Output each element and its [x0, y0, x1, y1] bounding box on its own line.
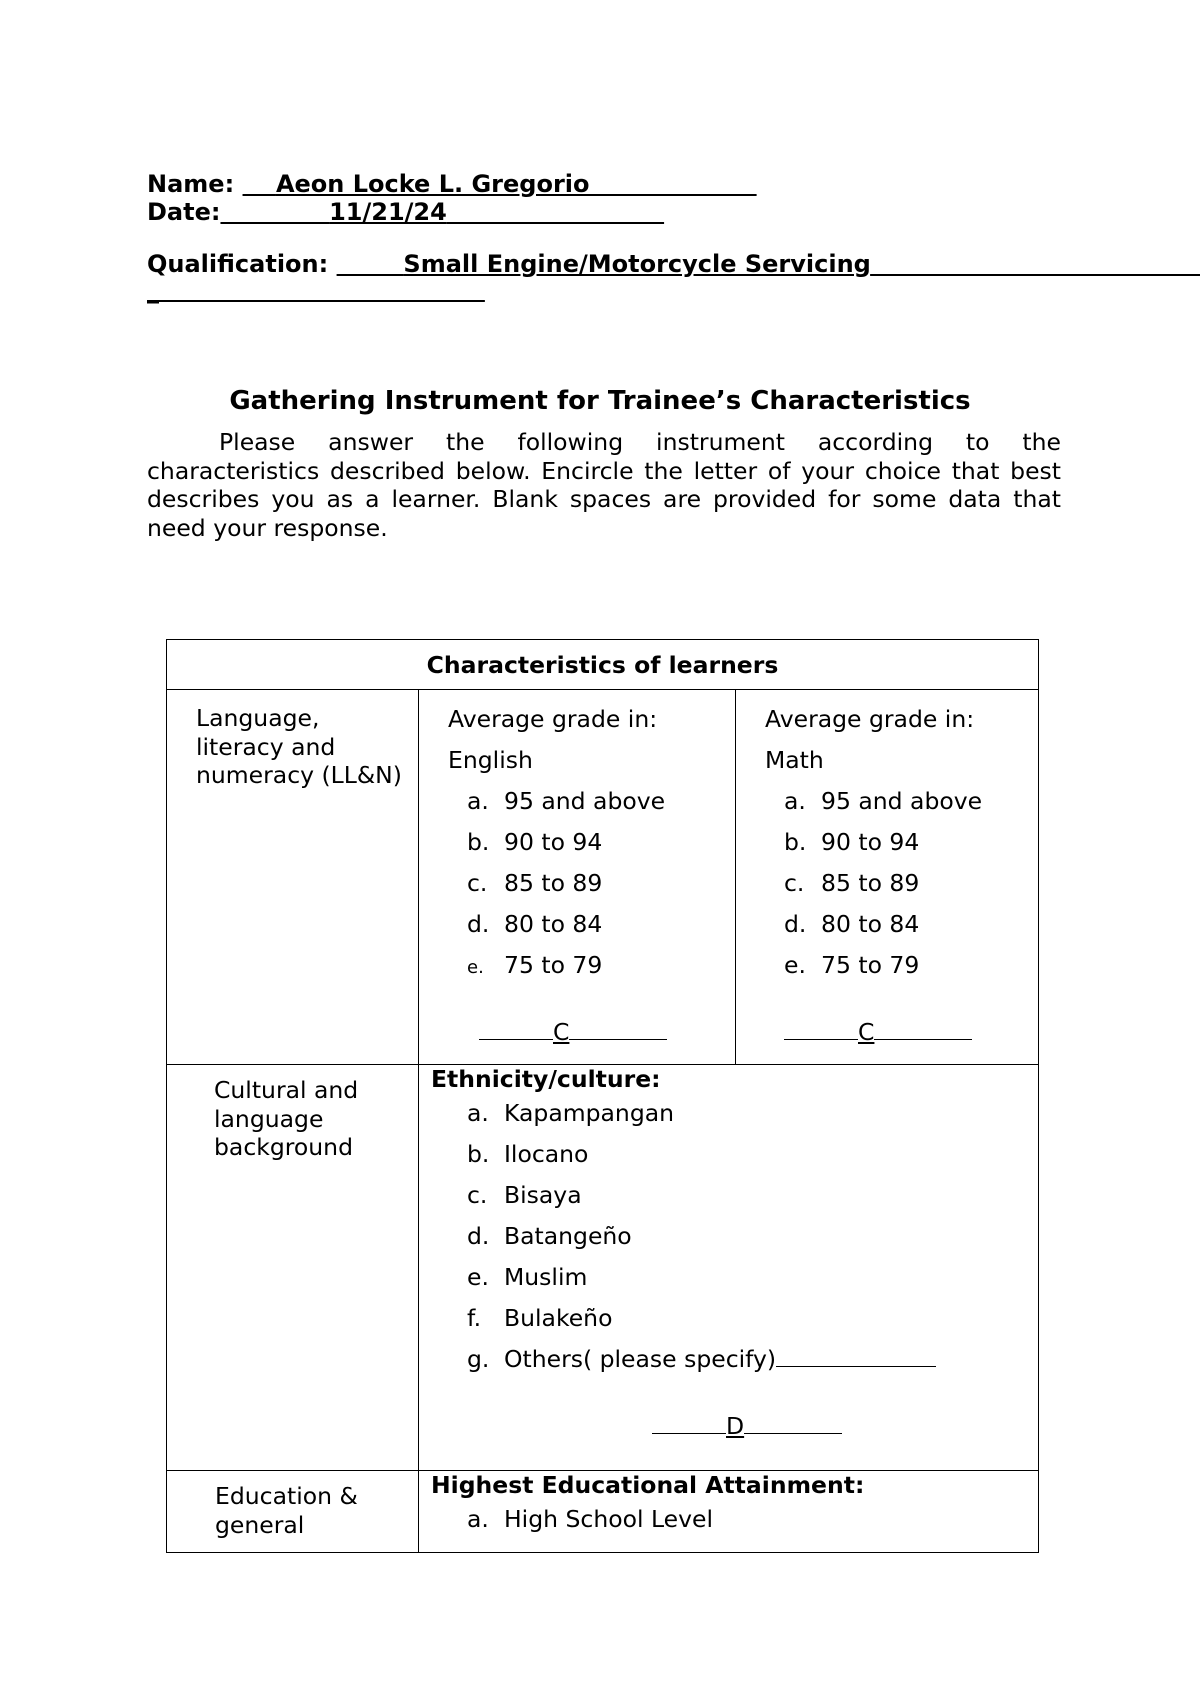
education-cell [419, 1471, 1039, 1553]
list-item[interactable]: e. 75 to 79 [784, 951, 920, 979]
culture-heading: Ethnicity/culture: [431, 1065, 661, 1093]
english-heading: Average grade in: [448, 705, 658, 733]
education-label: Education & general [215, 1482, 358, 1539]
date-line [147, 198, 664, 226]
math-answer: C [858, 1018, 875, 1046]
list-item[interactable]: e. Muslim [467, 1263, 588, 1291]
culture-options [419, 1093, 1038, 1380]
name-value[interactable]: Aeon Locke L. Gregorio [275, 170, 590, 198]
culture-label: Cultural and language background [214, 1076, 359, 1161]
math-answer-blank[interactable] [736, 986, 1038, 1046]
intro-paragraph [147, 428, 1061, 542]
english-subject: English [448, 746, 533, 774]
english-answer-blank[interactable] [419, 986, 735, 1046]
math-subject: Math [765, 746, 824, 774]
qualification-line-2 [147, 276, 485, 304]
table-row [167, 1065, 1039, 1471]
education-options [419, 1499, 1038, 1540]
characteristics-table [166, 639, 1039, 1553]
math-cell [736, 690, 1039, 1065]
english-cell [419, 690, 736, 1065]
lln-label: Language, literacy and numeracy (LL&N) [196, 704, 402, 789]
list-item[interactable]: b. 90 to 94 [784, 828, 920, 856]
list-item[interactable]: b. Ilocano [467, 1140, 589, 1168]
date-label: Date: [147, 198, 221, 226]
education-label-cell [167, 1471, 419, 1553]
name-label: Name: [147, 170, 235, 198]
list-item[interactable]: e. 75 to 79 [467, 951, 603, 979]
others-specify-blank[interactable] [776, 1344, 936, 1367]
list-item[interactable]: a. Kapampangan [467, 1099, 675, 1127]
culture-label-cell [167, 1065, 419, 1471]
qualification-continuation[interactable]: _ [147, 276, 159, 304]
table-caption: Characteristics of learners [167, 640, 1039, 690]
list-item[interactable]: d. 80 to 84 [467, 910, 603, 938]
english-options [419, 781, 735, 986]
culture-answer: D [726, 1412, 745, 1440]
education-heading: Highest Educational Attainment: [431, 1471, 865, 1499]
list-item[interactable]: b. 90 to 94 [467, 828, 603, 856]
list-item[interactable]: f. Bulakeño [467, 1304, 613, 1332]
qualification-label: Qualification: [147, 250, 329, 278]
list-item[interactable]: c. 85 to 89 [784, 869, 920, 897]
list-item[interactable]: g. Others( please specify) [467, 1339, 1038, 1380]
page-title: Gathering Instrument for Trainee’s Characteristics [229, 386, 971, 416]
intro-text: Please answer the following instrument according to the characteristics described below. Encircle the letter of your choice that best describes you as a learner. Blank spaces are provided for some data that need your response. [147, 428, 1061, 542]
list-item[interactable]: c. 85 to 89 [467, 869, 603, 897]
english-answer: C [553, 1018, 570, 1046]
list-item[interactable]: d. Batangeño [467, 1222, 632, 1250]
list-item[interactable]: c. Bisaya [467, 1181, 582, 1209]
qualification-line [147, 250, 1200, 278]
list-item[interactable]: a. High School Level [467, 1505, 713, 1533]
table-row [167, 1471, 1039, 1553]
math-heading: Average grade in: [765, 705, 975, 733]
table-row [167, 690, 1039, 1065]
qualification-value[interactable]: Small Engine/Motorcycle Servicing [403, 250, 871, 278]
date-value[interactable]: 11/21/24 [329, 198, 447, 226]
name-line [147, 170, 757, 198]
list-item[interactable]: d. 80 to 84 [784, 910, 920, 938]
culture-answer-blank[interactable] [419, 1380, 1038, 1440]
list-item[interactable]: a. 95 and above [784, 787, 983, 815]
math-options [736, 781, 1038, 986]
lln-label-cell [167, 690, 419, 1065]
table-caption-row [167, 640, 1039, 690]
list-item[interactable]: a. 95 and above [467, 787, 666, 815]
culture-cell [419, 1065, 1039, 1471]
